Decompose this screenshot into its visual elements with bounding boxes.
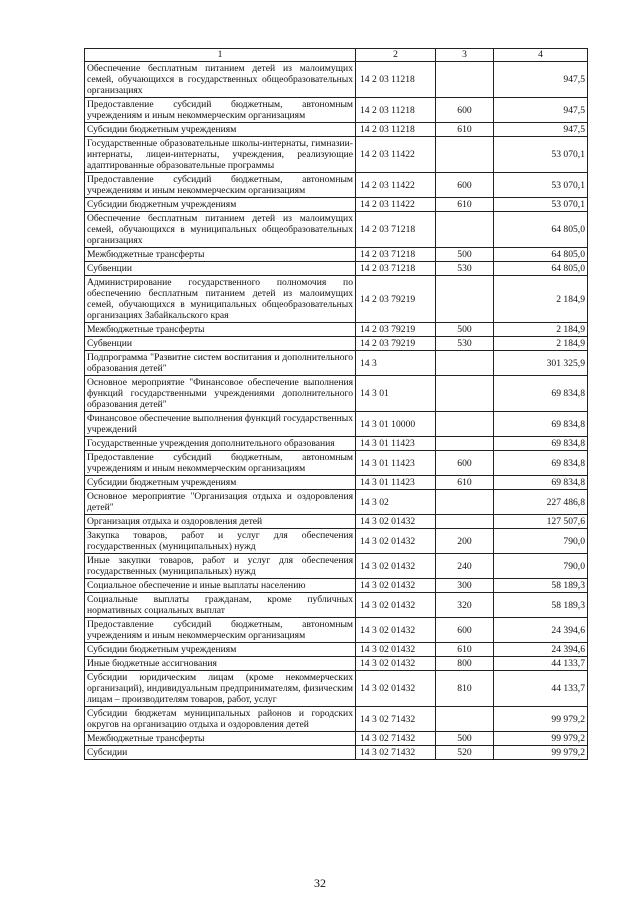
row-description: Государственные учреждения дополнительного образования [85,437,356,451]
row-amount: 64 805,0 [494,262,588,276]
row-description: Субвенции [85,337,356,351]
row-kind: 800 [436,657,494,671]
row-description: Организация отдыха и оздоровления детей [85,515,356,529]
row-kind: 500 [436,732,494,746]
row-code: 14 3 01 11423 [356,451,436,476]
row-kind: 500 [436,248,494,262]
table-row [85,262,588,276]
row-description: Предоставление субсидий бюджетным, автономным учреждениям и иным некоммерческим организациям [85,618,356,643]
row-kind [436,276,494,323]
table-row [85,212,588,248]
row-description: Субсидии юридическим лицам (кроме некоммерческих организаций), индивидуальным предпринимателям, физическим лицам – производителям товаров, работ, услуг [85,671,356,707]
table-row [85,248,588,262]
row-amount: 99 979,2 [494,707,588,732]
row-amount: 99 979,2 [494,746,588,760]
row-kind: 600 [436,451,494,476]
row-code: 14 3 02 71432 [356,732,436,746]
table-row [85,476,588,490]
table-row [85,515,588,529]
row-amount: 53 070,1 [494,173,588,198]
row-code: 14 3 01 11423 [356,476,436,490]
row-description: Государственные образовательные школы-интернаты, гимназии-интернаты, лицеи-интернаты, учреждения, реализующие адаптированные образовательные программы [85,137,356,173]
budget-table [84,48,588,760]
row-description: Иные бюджетные ассигнования [85,657,356,671]
row-description: Обеспечение бесплатным питанием детей из малоимущих семей, обучающихся в государственных общеобразовательных организациях [85,62,356,98]
row-code: 14 2 03 71218 [356,212,436,248]
table-row [85,337,588,351]
table-row [85,351,588,376]
row-code: 14 3 02 71432 [356,746,436,760]
table-row [85,98,588,123]
row-code: 14 2 03 11218 [356,123,436,137]
row-kind: 520 [436,746,494,760]
row-amount: 53 070,1 [494,198,588,212]
row-code: 14 2 03 11218 [356,62,436,98]
col-header-description: 1 [85,49,356,62]
row-description: Подпрограмма "Развитие систем воспитания и дополнительного образования детей" [85,351,356,376]
row-kind [436,62,494,98]
col-header-amount: 4 [494,49,588,62]
row-amount: 24 394,6 [494,618,588,643]
row-code: 14 3 02 [356,490,436,515]
table-row [85,732,588,746]
row-code: 14 2 03 79219 [356,337,436,351]
row-code: 14 2 03 79219 [356,276,436,323]
row-code: 14 3 02 01432 [356,529,436,554]
row-code: 14 3 01 [356,376,436,412]
table-row [85,123,588,137]
row-kind: 610 [436,476,494,490]
row-amount: 64 805,0 [494,248,588,262]
row-kind: 610 [436,643,494,657]
row-amount: 947,5 [494,123,588,137]
page-number: 32 [314,876,326,890]
row-description: Субсидии бюджетным учреждениям [85,476,356,490]
row-code: 14 2 03 11218 [356,98,436,123]
table-row [85,579,588,593]
row-code: 14 3 [356,351,436,376]
row-kind: 810 [436,671,494,707]
row-kind: 500 [436,323,494,337]
budget-table-sheet [84,48,587,760]
row-amount: 53 070,1 [494,137,588,173]
row-kind [436,490,494,515]
row-amount: 947,5 [494,62,588,98]
row-description: Иные закупки товаров, работ и услуг для обеспечения государственных (муниципальных) нужд [85,554,356,579]
row-kind: 610 [436,123,494,137]
row-kind: 240 [436,554,494,579]
row-amount: 69 834,8 [494,412,588,437]
row-amount: 790,0 [494,529,588,554]
row-amount: 69 834,8 [494,476,588,490]
row-kind [436,707,494,732]
row-code: 14 2 03 11422 [356,198,436,212]
row-kind: 530 [436,337,494,351]
row-kind: 300 [436,579,494,593]
table-row [85,323,588,337]
table-row [85,198,588,212]
row-amount: 2 184,9 [494,276,588,323]
row-code: 14 2 03 71218 [356,262,436,276]
table-row [85,707,588,732]
table-row [85,376,588,412]
row-description: Основное мероприятие "Финансовое обеспечение выполнения функций государственными учреждениями дополнительного образования детей" [85,376,356,412]
row-kind: 600 [436,173,494,198]
table-row [85,618,588,643]
row-code: 14 3 02 01432 [356,618,436,643]
row-description: Субсидии бюджетным учреждениям [85,643,356,657]
row-description: Субвенции [85,262,356,276]
row-kind: 200 [436,529,494,554]
row-code: 14 3 02 01432 [356,643,436,657]
row-amount: 2 184,9 [494,337,588,351]
row-amount: 44 133,7 [494,671,588,707]
row-code: 14 2 03 79219 [356,323,436,337]
row-code: 14 3 02 01432 [356,593,436,618]
row-description: Предоставление субсидий бюджетным, автономным учреждениям и иным некоммерческим организациям [85,98,356,123]
row-kind [436,515,494,529]
table-row [85,137,588,173]
row-description: Межбюджетные трансферты [85,323,356,337]
table-row [85,173,588,198]
row-description: Социальное обеспечение и иные выплаты населению [85,579,356,593]
row-description: Субсидии бюджетным учреждениям [85,198,356,212]
row-code: 14 2 03 11422 [356,173,436,198]
row-kind [436,137,494,173]
row-description: Финансовое обеспечение выполнения функций государственных учреждений [85,412,356,437]
table-row [85,554,588,579]
row-code: 14 3 02 01432 [356,671,436,707]
col-header-kind: 3 [436,49,494,62]
header-row [85,49,588,62]
row-description: Предоставление субсидий бюджетным, автономным учреждениям и иным некоммерческим организациям [85,173,356,198]
row-kind: 610 [436,198,494,212]
row-amount: 947,5 [494,98,588,123]
table-row [85,593,588,618]
row-amount: 99 979,2 [494,732,588,746]
col-header-code: 2 [356,49,436,62]
row-description: Социальные выплаты гражданам, кроме публичных нормативных социальных выплат [85,593,356,618]
row-amount: 58 189,3 [494,593,588,618]
table-row [85,437,588,451]
row-description: Основное мероприятие "Организация отдыха и оздоровления детей" [85,490,356,515]
row-amount: 301 325,9 [494,351,588,376]
row-kind [436,376,494,412]
row-amount: 2 184,9 [494,323,588,337]
row-code: 14 3 01 11423 [356,437,436,451]
row-kind: 600 [436,618,494,643]
table-row [85,276,588,323]
table-row [85,62,588,98]
table-row [85,746,588,760]
row-description: Обеспечение бесплатным питанием детей из малоимущих семей, обучающихся в муниципальных общеобразовательных организациях [85,212,356,248]
row-code: 14 3 02 71432 [356,707,436,732]
row-code: 14 3 02 01432 [356,515,436,529]
row-kind: 530 [436,262,494,276]
table-row [85,643,588,657]
row-amount: 69 834,8 [494,437,588,451]
row-code: 14 2 03 11422 [356,137,436,173]
row-description: Закупка товаров, работ и услуг для обеспечения государственных (муниципальных) нужд [85,529,356,554]
row-kind [436,212,494,248]
row-amount: 44 133,7 [494,657,588,671]
table-row [85,529,588,554]
row-description: Субсидии [85,746,356,760]
row-description: Субсидии бюджетам муниципальных районов и городских округов на организацию отдыха и оздоровления детей [85,707,356,732]
row-amount: 58 189,3 [494,579,588,593]
row-code: 14 3 02 01432 [356,579,436,593]
row-code: 14 3 02 01432 [356,554,436,579]
row-amount: 790,0 [494,554,588,579]
table-row [85,412,588,437]
row-description: Субсидии бюджетным учреждениям [85,123,356,137]
row-amount: 227 486,8 [494,490,588,515]
row-description: Предоставление субсидий бюджетным, автономным учреждениям и иным некоммерческим организациям [85,451,356,476]
row-description: Межбюджетные трансферты [85,732,356,746]
table-row [85,671,588,707]
row-kind [436,351,494,376]
table-row [85,657,588,671]
row-description: Администрирование государственного полномочия по обеспечению бесплатным питанием детей из малоимущих семей, обучающихся в муниципальных общеобразовательных организациях Забайкальского края [85,276,356,323]
row-description: Межбюджетные трансферты [85,248,356,262]
row-amount: 24 394,6 [494,643,588,657]
table-row [85,490,588,515]
row-code: 14 3 02 01432 [356,657,436,671]
row-amount: 64 805,0 [494,212,588,248]
row-amount: 127 507,6 [494,515,588,529]
row-amount: 69 834,8 [494,376,588,412]
table-row [85,451,588,476]
table-body [85,62,588,760]
row-code: 14 2 03 71218 [356,248,436,262]
row-amount: 69 834,8 [494,451,588,476]
row-kind: 600 [436,98,494,123]
row-kind [436,437,494,451]
row-code: 14 3 01 10000 [356,412,436,437]
row-kind [436,412,494,437]
row-kind: 320 [436,593,494,618]
